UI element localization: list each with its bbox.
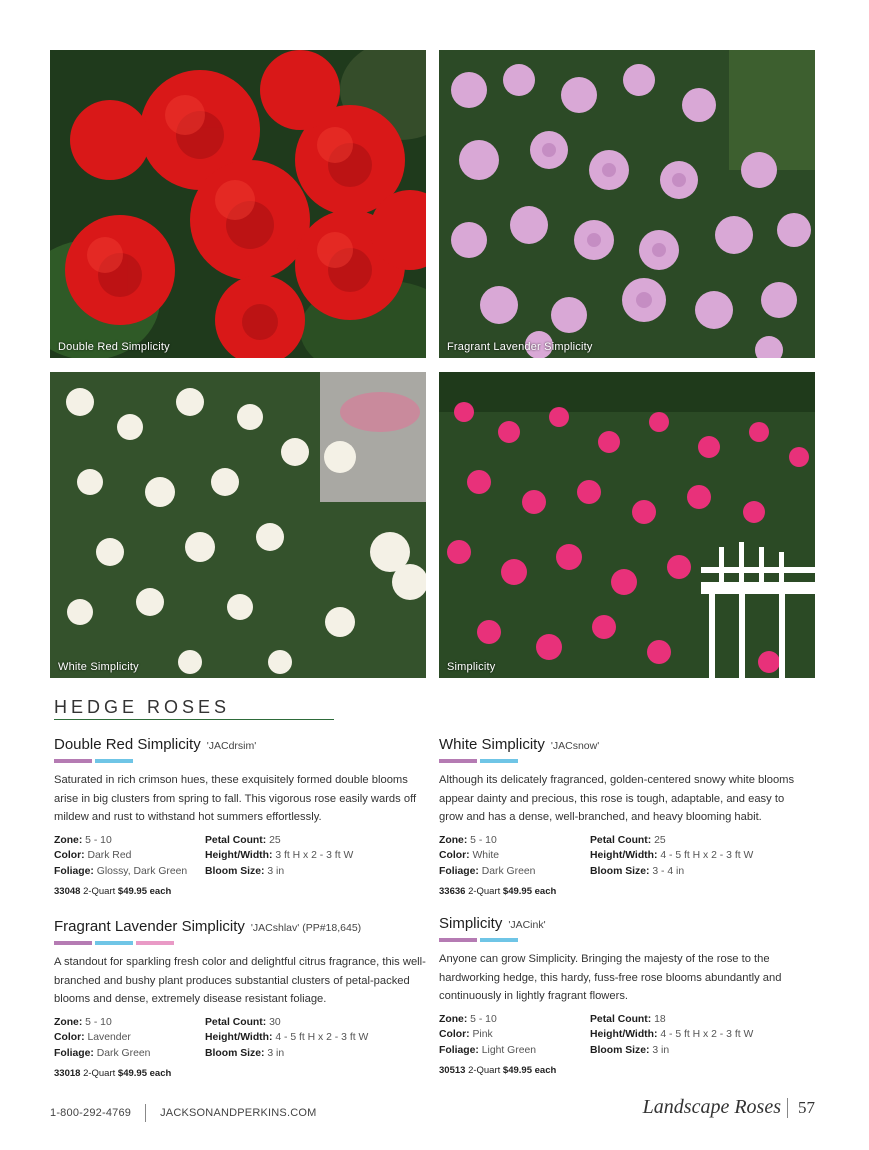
container-size: 2-Quart	[83, 1068, 116, 1079]
color-swatch-blue	[95, 941, 133, 945]
price: $49.95	[502, 886, 532, 897]
spec-height-width: Height/Width: 3 ft H x 2 - 3 ft W	[205, 850, 354, 861]
product-heading	[439, 915, 811, 935]
product-entry	[439, 736, 811, 897]
color-swatches	[439, 759, 811, 763]
spec-zone: Zone: 5 - 10	[54, 1016, 112, 1028]
price-unit: each	[534, 886, 557, 897]
footer-page-info	[643, 1096, 815, 1119]
product-code: 'JACsnow'	[550, 740, 600, 752]
color-swatch-pink	[136, 941, 174, 945]
color-swatches	[54, 759, 426, 763]
spec-foliage: Foliage: Light Green	[439, 1044, 537, 1056]
spec-color: Color: Pink	[439, 1029, 493, 1040]
photo-fragrant-lavender-simplicity	[439, 50, 815, 358]
pink-rose-image	[439, 372, 815, 678]
product-description: Anyone can grow Simplicity. Bringing the majesty of the rose to the hardworking hedge, this hardy, fuss-free rose blooms abundantly and continuously in lightly fragrant flowers.	[439, 953, 782, 1002]
spec-color: Color: Dark Red	[54, 850, 132, 861]
container-size: 2-Quart	[468, 1065, 501, 1076]
footer-contact	[50, 1104, 316, 1122]
color-swatch-purple	[439, 938, 477, 942]
item-number: 33636	[439, 886, 466, 897]
photo-white-simplicity	[50, 372, 426, 678]
product-entry	[439, 915, 811, 1076]
photo-caption: White Simplicity	[58, 661, 139, 673]
spec-petal-count: Petal Count: 30	[205, 1016, 281, 1028]
product-specs	[54, 1015, 426, 1062]
order-line	[439, 1065, 811, 1076]
website-link[interactable]: JACKSONANDPERKINS.COM	[160, 1106, 317, 1119]
product-name: Simplicity	[439, 915, 503, 932]
product-heading	[439, 736, 811, 756]
item-number: 30513	[439, 1065, 466, 1076]
section-rule	[54, 719, 334, 720]
spec-foliage: Foliage: Glossy, Dark Green	[54, 865, 188, 877]
spec-height-width: Height/Width: 4 - 5 ft H x 2 - 3 ft W	[590, 850, 754, 861]
price: $49.95	[117, 886, 147, 897]
spec-petal-count: Petal Count: 18	[590, 1013, 666, 1025]
product-code: 'JACshlav' (PP#18,645)	[250, 922, 362, 934]
spec-foliage: Foliage: Dark Green	[439, 865, 536, 877]
spec-height-width: Height/Width: 4 - 5 ft H x 2 - 3 ft W	[205, 1032, 369, 1043]
item-number: 33048	[54, 886, 81, 897]
spec-height-width: Height/Width: 4 - 5 ft H x 2 - 3 ft W	[590, 1029, 754, 1040]
color-swatches	[54, 941, 426, 945]
product-specs	[439, 833, 811, 880]
color-swatch-blue	[480, 938, 518, 942]
product-entry	[54, 736, 426, 897]
section-name: Landscape Roses	[642, 1096, 781, 1118]
spec-zone: Zone: 5 - 10	[439, 834, 497, 846]
order-line	[54, 886, 426, 897]
photo-simplicity	[439, 372, 815, 678]
price-unit: each	[534, 1065, 557, 1076]
item-number: 33018	[54, 1068, 81, 1079]
product-heading	[54, 918, 426, 938]
spec-bloom-size: Bloom Size: 3 in	[590, 1044, 670, 1056]
order-line	[439, 886, 811, 897]
price: $49.95	[502, 1065, 532, 1076]
spec-bloom-size: Bloom Size: 3 in	[205, 865, 285, 877]
spec-zone: Zone: 5 - 10	[439, 1013, 497, 1025]
photo-caption: Fragrant Lavender Simplicity	[447, 341, 593, 353]
product-code: 'JACink'	[508, 919, 546, 931]
white-rose-image	[50, 372, 426, 678]
product-specs	[439, 1012, 811, 1059]
container-size: 2-Quart	[83, 886, 116, 897]
page-number: 57	[798, 1097, 815, 1117]
price-unit: each	[149, 886, 172, 897]
order-line	[54, 1068, 426, 1079]
color-swatch-purple	[439, 759, 477, 763]
photo-caption: Double Red Simplicity	[58, 341, 170, 353]
color-swatches	[439, 938, 811, 942]
product-name: Double Red Simplicity	[54, 736, 201, 753]
spec-bloom-size: Bloom Size: 3 - 4 in	[590, 865, 685, 877]
section-title: HEDGE ROSES	[54, 697, 231, 717]
color-swatch-purple	[54, 941, 92, 945]
footer-divider	[145, 1104, 146, 1122]
spec-petal-count: Petal Count: 25	[205, 834, 281, 846]
product-specs	[54, 833, 426, 880]
product-entry	[54, 918, 426, 1079]
product-code: 'JACdrsim'	[206, 740, 257, 752]
price: $49.95	[117, 1068, 147, 1079]
phone-number[interactable]: 1-800-292-4769	[50, 1106, 132, 1119]
spec-foliage: Foliage: Dark Green	[54, 1047, 151, 1059]
footer-divider	[787, 1098, 788, 1118]
container-size: 2-Quart	[468, 886, 501, 897]
spec-bloom-size: Bloom Size: 3 in	[205, 1047, 285, 1059]
product-name: Fragrant Lavender Simplicity	[54, 918, 245, 935]
product-description: Although its delicately fragranced, golden-centered snowy white blooms appear dainty and precious, this rose is tough, adaptable, and easy to grow and has a dense, well-branched, and heavy blooming habit.	[439, 774, 795, 823]
spec-color: Color: White	[439, 850, 500, 861]
color-swatch-blue	[95, 759, 133, 763]
color-swatch-purple	[54, 759, 92, 763]
color-swatch-blue	[480, 759, 518, 763]
spec-zone: Zone: 5 - 10	[54, 834, 112, 846]
product-description: Saturated in rich crimson hues, these exquisitely formed double blooms arise in big clusters from spring to fall. This vigorous rose easily wards off mildew and rust to withstand hot summers effortlessly.	[54, 774, 417, 823]
spec-color: Color: Lavender	[54, 1032, 131, 1043]
red-rose-image	[50, 50, 426, 358]
product-heading	[54, 736, 426, 756]
product-name: White Simplicity	[439, 736, 545, 753]
price-unit: each	[149, 1068, 172, 1079]
product-description: A standout for sparkling fresh color and delightful citrus fragrance, this well-branched and bushy plant produces substantial clusters of petal-packed blooms and dense, extremely disease resistant foliage.	[54, 956, 426, 1005]
photo-double-red-simplicity	[50, 50, 426, 358]
photo-caption: Simplicity	[447, 661, 496, 673]
lavender-rose-image	[439, 50, 815, 358]
spec-petal-count: Petal Count: 25	[590, 834, 666, 846]
